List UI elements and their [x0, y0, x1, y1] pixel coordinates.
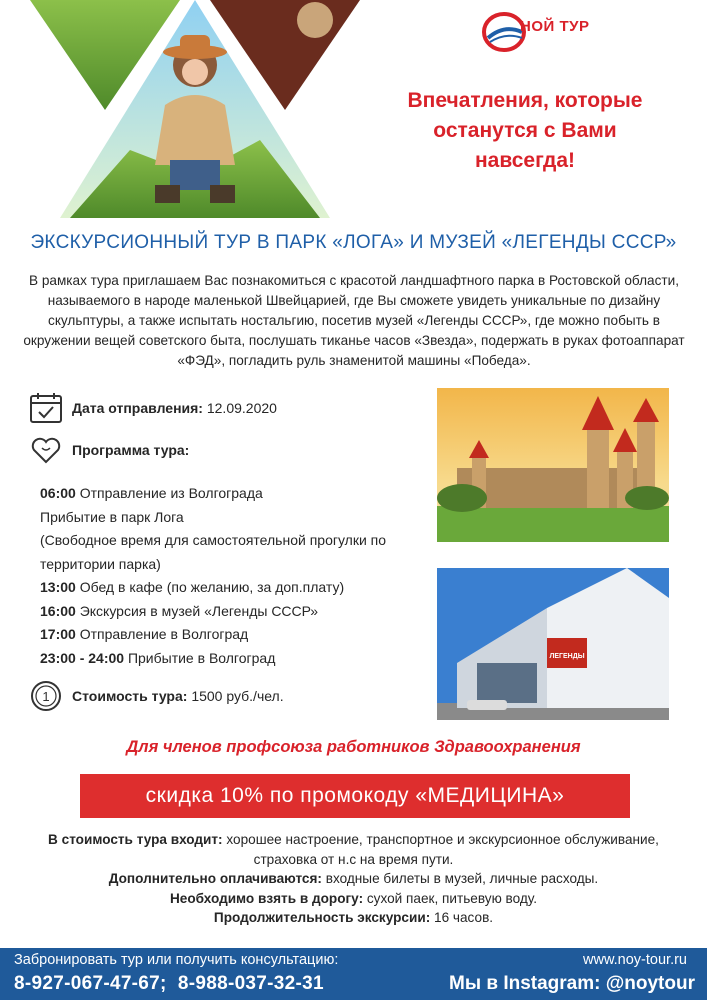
discount-banner: скидка 10% по промокоду «МЕДИЦИНА»: [80, 774, 630, 818]
park-loga-photo: [437, 388, 669, 542]
program-item: [40, 482, 420, 506]
phone-numbers: [14, 973, 324, 995]
hero-collage-image: [30, 0, 360, 218]
program-text: Обед в кафе (по желанию, за доп.плату): [79, 579, 345, 595]
bring-value: сухой паек, питьевую воду.: [366, 890, 538, 906]
program-item: [40, 576, 420, 600]
instagram-handle[interactable]: Мы в Instagram: @noytour: [449, 973, 695, 994]
program-list: [40, 482, 420, 670]
program-item: [40, 529, 420, 576]
departure-row: [28, 390, 277, 426]
phone-1[interactable]: 8-927-067-47-67;: [14, 973, 167, 994]
program-time: 23:00 - 24:00: [40, 649, 125, 666]
departure-label: Дата отправления:: [72, 400, 203, 416]
calendar-icon: [28, 390, 64, 426]
program-time: 16:00: [40, 602, 76, 619]
extra-label: Дополнительно оплачиваются:: [108, 871, 322, 886]
coin-icon: [28, 678, 64, 714]
included-label: В стоимость тура входит:: [48, 832, 223, 847]
website-link[interactable]: www.noy-tour.ru: [583, 952, 687, 968]
cost-label: Стоимость тура:: [72, 688, 188, 704]
program-text: (Свободное время для самостоятельной прогулки по территории парка): [40, 532, 387, 572]
duration-label: Продолжительность экскурсии:: [213, 910, 431, 925]
program-text: Отправление из Волгограда: [79, 485, 263, 501]
program-time: 06:00: [40, 485, 76, 501]
program-item: [40, 600, 420, 624]
bring-line: [20, 889, 687, 909]
booking-label: Забронировать тур или получить консультацию:: [14, 952, 339, 968]
cost-value: 1500 руб./чел.: [191, 688, 284, 704]
bring-label: Необходимо взять в дорогу:: [169, 890, 364, 906]
program-item: [40, 647, 420, 671]
slogan-line: навсегда!: [474, 149, 576, 172]
departure-date: 12.09.2020: [206, 400, 277, 416]
duration-value: 16 часов.: [434, 910, 494, 925]
footer-bar: [0, 948, 707, 1000]
program-text: Экскурсия в музей «Легенды СССР»: [79, 602, 318, 619]
slogan-line: останутся с Вами: [433, 119, 617, 142]
brand-name: НОЙ ТУР: [520, 18, 590, 35]
tour-title: ЭКСКУРСИОННЫЙ ТУР В ПАРК «ЛОГА» И МУЗЕЙ «ЛЕГЕНДЫ СССР»: [30, 232, 677, 253]
program-row: [28, 432, 189, 468]
program-text: Отправление в Волгоград: [79, 626, 249, 642]
program-time: 13:00: [40, 579, 76, 595]
duration-line: [20, 908, 687, 928]
hearts-icon: [28, 432, 64, 468]
program-text: Прибытие в Волгоград: [127, 649, 276, 666]
cost-row: [28, 678, 284, 714]
phone-2[interactable]: 8-988-037-32-31: [177, 973, 324, 994]
program-item: [40, 623, 420, 647]
intro-paragraph: В рамках тура приглашаем Вас познакомиться с красотой ландшафтного парка в Ростовской области, называемого в народе маленькой Швейцарией, где Вы сможете увидеть уникальные по дизайну скульптуры, а также испытать ностальгию, посетив музей «Легенды СССР», где можно побыть в окружении вещей советского быта, послушать тиканье часов «Звезда», подержать в руках фотоаппарат «ФЭД», погладить руль знаменитой машины «Победа».: [23, 273, 685, 368]
extra-value: входные билеты в музей, личные расходы.: [325, 871, 599, 886]
museum-legends-photo: [437, 568, 669, 720]
slogan-line: Впечатления, которые: [407, 89, 643, 112]
included-value: хорошее настроение, транспортное и экскурсионное обслуживание, страховка от н.с на время пути.: [226, 832, 659, 867]
extra-line: [20, 869, 687, 889]
program-time: 17:00: [40, 626, 76, 642]
program-text: Прибытие в парк Лога: [40, 508, 184, 525]
members-note: Для членов профсоюза работников Здравоохранения: [126, 738, 581, 756]
museum-sign-text: ЛЕГЕНДЫ: [549, 653, 585, 660]
program-label: Программа тура:: [72, 442, 190, 458]
program-item: [40, 506, 420, 530]
included-line: [20, 830, 687, 869]
slogan: [370, 86, 680, 176]
terms-block: [20, 830, 687, 928]
svg-text:1: 1: [42, 689, 50, 704]
